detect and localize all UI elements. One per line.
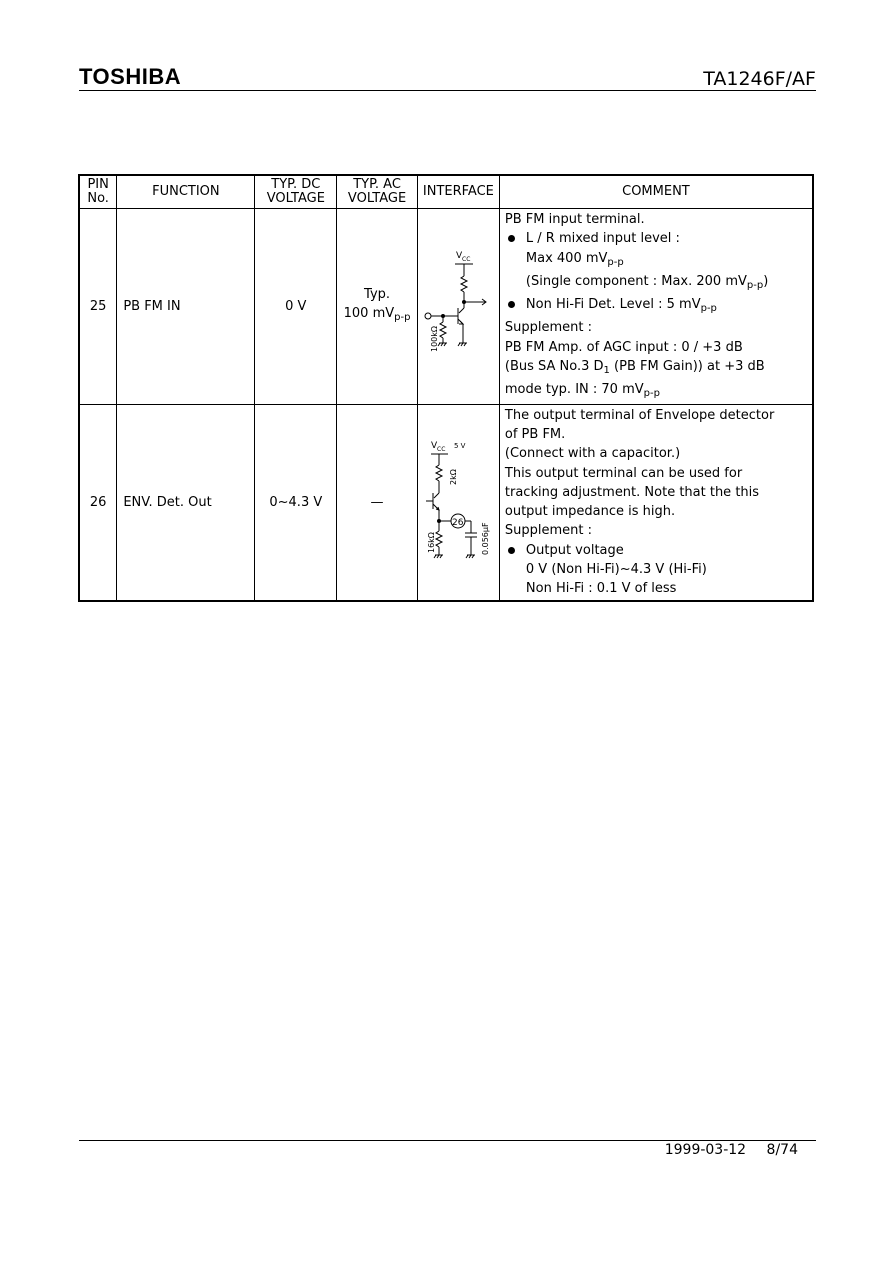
ac-voltage: Typ. 100 $mV_{p-p}$ [337,209,418,405]
table-row [79,209,813,405]
header-rule [79,90,816,91]
svg-text:5 V: 5 V [454,441,466,450]
svg-text:2kΩ: 2kΩ [449,468,459,485]
col-header-pin: PIN No. [79,175,117,209]
col-header-ac-voltage: TYP. AC VOLTAGE [337,175,418,209]
col-header-function: FUNCTION [117,175,255,209]
table-header-row [79,175,813,209]
footer-date: 1999-03-12 [664,1142,747,1158]
dc-voltage: 0~4.3 V [255,404,337,601]
pin-number: 25 [79,209,117,405]
col-header-dc-voltage: TYP. DC VOLTAGE [255,175,337,209]
svg-text:16kΩ: 16kΩ [427,531,437,553]
svg-text:CC: CC [462,255,471,263]
svg-text:0.056μF: 0.056μF [481,522,491,555]
comment-cell: The output terminal of Envelope detector of PB FM. (Connect with a capacitor.) This output terminal can be used for tracking adjustment. Note that the this output impedance is high. Supplement : Output voltage 0 V (Non Hi-Fi)~4.3 V (Hi-Fi) Non Hi-Fi : 0.1 V of less [499,404,813,601]
svg-text:26: 26 [452,517,464,528]
part-number: TA1246F/AF [703,68,816,90]
footer-rule [79,1140,816,1141]
pin-function: ENV. Det. Out [117,404,255,601]
pin26-schematic [418,405,498,596]
table-row [79,404,813,601]
svg-text:100kΩ: 100kΩ [430,325,440,352]
pin25-schematic [418,218,498,391]
pin-table [78,174,814,602]
col-header-interface: INTERFACE [417,175,499,209]
svg-text:CC: CC [437,445,446,453]
dc-voltage: 0 V [255,209,337,405]
interface-circuit [417,209,499,405]
svg-text:V: V [431,440,438,451]
footer [665,1142,798,1158]
brand-logo: TOSHIBA [79,64,182,89]
interface-circuit [417,404,499,601]
pin-number: 26 [79,404,117,601]
svg-text:V: V [456,250,463,261]
ac-voltage: — [337,404,418,601]
footer-page-number: 8/74 [766,1142,798,1158]
comment-cell: PB FM input terminal. L / R mixed input level : Max 400 $mV_{p-p}$ (Single component : Max. 200 $mV_{p-p}$) Non Hi-Fi Det. Level : 5 $mV_{p-p}$ Supplement : PB FM Amp. of AGC input : 0 / +3 dB (Bus SA No.3 $D_1$ (PB FM Gain)) at +3 dB mode typ. IN : 70 $mV_{p-p}$ [499,209,813,405]
col-header-comment: COMMENT [499,175,813,209]
pin-function: PB FM IN [117,209,255,405]
